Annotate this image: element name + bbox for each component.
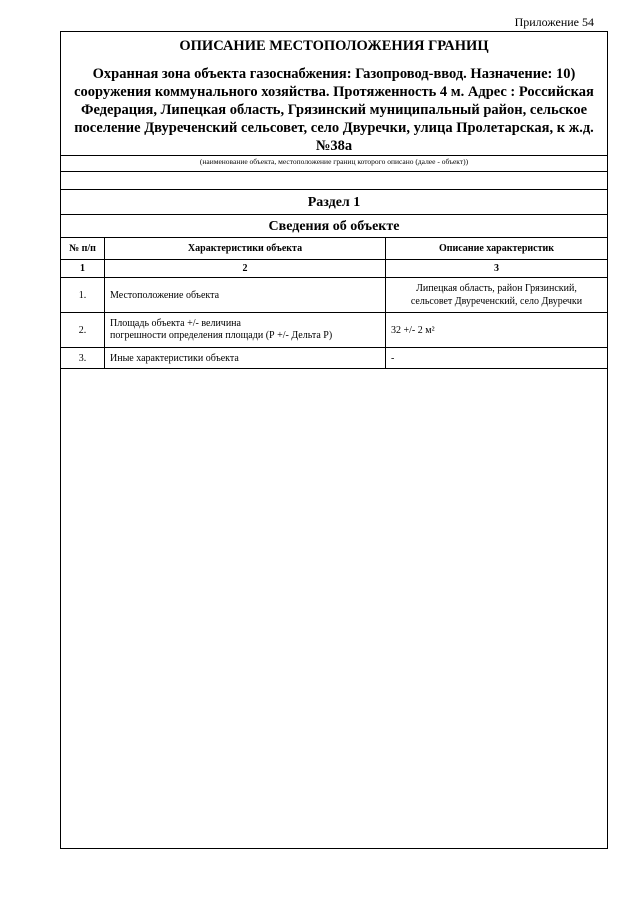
- row-label: Местоположение объекта: [105, 278, 386, 313]
- document-title: ОПИСАНИЕ МЕСТОПОЛОЖЕНИЯ ГРАНИЦ: [179, 38, 489, 54]
- row-value-line: сельсовет Двуреченский, село Двуречки: [410, 296, 583, 307]
- object-caption: (наименование объекта, местоположение границ которого описано (далее - объект)): [61, 156, 607, 172]
- row-label-line: погрешности определения площади (Р +/- Дельта Р): [110, 330, 333, 341]
- header-characteristics: Характеристики объекта: [105, 238, 386, 260]
- row-value-line: Липецкая область, район Грязинский,: [416, 283, 577, 294]
- document-header: [61, 32, 607, 156]
- row-number: 3.: [61, 348, 105, 369]
- row-value: [386, 278, 608, 313]
- column-number: 3: [386, 260, 608, 278]
- row-number: 2.: [61, 313, 105, 348]
- object-description: Охранная зона объекта газоснабжения: Газопровод-ввод. Назначение: 10) сооружения коммунального хозяйства. Протяженность 4 м. Адрес : Российская Федерация, Липецкая область, Грязинский муниципальный район, сельское поселение Двуреченский сельсовет, село Двуречки, улица Пролетарская, к ж.д. №38а: [74, 66, 594, 154]
- table-row: [61, 278, 607, 313]
- header-num: № п/п: [61, 238, 105, 260]
- section-title: Раздел 1: [61, 190, 607, 215]
- row-label: [105, 313, 386, 348]
- section-subtitle: Сведения об объекте: [61, 215, 607, 238]
- row-label: Иные характеристики объекта: [105, 348, 386, 369]
- row-value: 32 +/- 2 м²: [386, 313, 608, 348]
- row-number: 1.: [61, 278, 105, 313]
- column-number-row: [61, 260, 607, 278]
- object-info-table: [61, 238, 607, 369]
- row-label-line: Площадь объекта +/- величина: [110, 318, 241, 329]
- header-description: Описание характеристик: [386, 238, 608, 260]
- column-number: 1: [61, 260, 105, 278]
- appendix-label: Приложение 54: [514, 15, 594, 29]
- column-number: 2: [105, 260, 386, 278]
- table-row: [61, 313, 607, 348]
- document-frame: [60, 31, 608, 849]
- spacer-row: [61, 172, 607, 190]
- row-value: -: [386, 348, 608, 369]
- table-row: [61, 348, 607, 369]
- table-header-row: [61, 238, 607, 260]
